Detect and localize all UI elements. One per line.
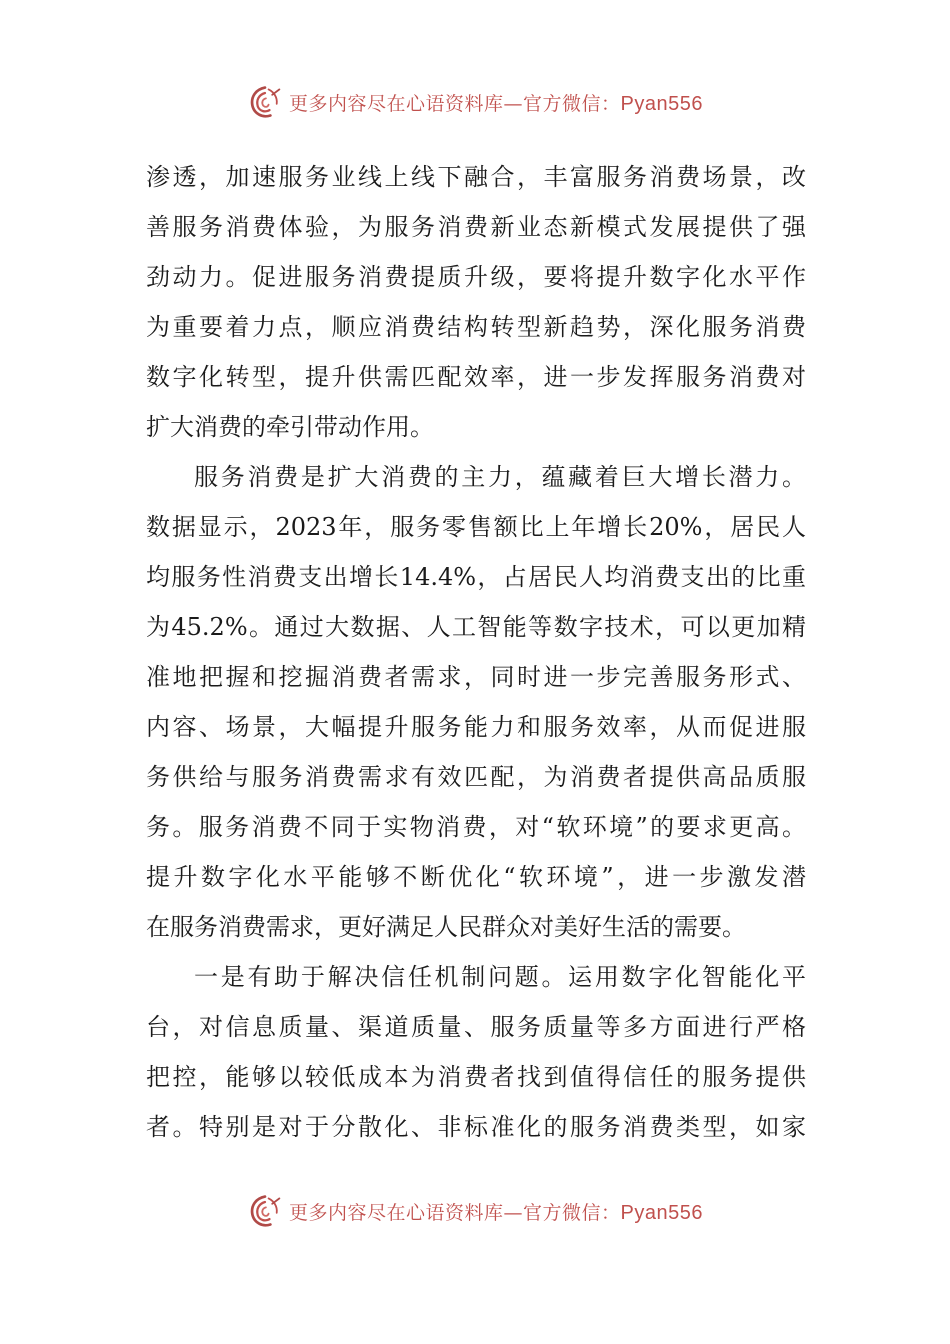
footer-watermark-banner — [0, 1193, 950, 1229]
text-line: 提升数字化水平能够不断优化“软环境”，进一步激发潜 — [146, 863, 806, 891]
paragraph — [146, 452, 806, 952]
text-line: 务。服务消费不同于实物消费，对“软环境”的要求更高。 — [146, 813, 806, 841]
text-line: 服务消费是扩大消费的主力，蕴藏着巨大增长潜力。 — [194, 463, 806, 491]
text-line: 者。特别是对于分散化、非标准化的服务消费类型，如家 — [146, 1113, 806, 1141]
document-body — [146, 152, 806, 1152]
text-line: 台，对信息质量、渠道质量、服务质量等多方面进行严格 — [146, 1013, 806, 1041]
header-banner-wechat-id: Pyan556 — [620, 92, 703, 115]
text-line: 在服务消费需求，更好满足人民群众对美好生活的需要。 — [146, 913, 746, 941]
footer-banner-text: 更多内容尽在心语资料库—官方微信： — [289, 1201, 621, 1224]
text-line: 数据显示，2023年，服务零售额比上年增长20%，居民人 — [146, 513, 806, 541]
text-line: 为重要着力点，顺应消费结构转型新趋势，深化服务消费 — [146, 313, 806, 341]
text-line: 务供给与服务消费需求有效匹配，为消费者提供高品质服 — [146, 763, 806, 791]
text-line: 一是有助于解决信任机制问题。运用数字化智能化平 — [194, 963, 806, 991]
flame-swirl-logo-icon — [247, 84, 283, 120]
footer-banner-wechat-id: Pyan556 — [620, 1201, 703, 1224]
header-watermark-banner — [0, 84, 950, 120]
text-line: 善服务消费体验，为服务消费新业态新模式发展提供了强 — [146, 213, 806, 241]
text-line: 内容、场景，大幅提升服务能力和服务效率，从而促进服 — [146, 713, 806, 741]
text-line: 渗透，加速服务业线上线下融合，丰富服务消费场景，改 — [146, 163, 806, 191]
flame-swirl-logo-icon — [247, 1193, 283, 1229]
header-banner-text: 更多内容尽在心语资料库—官方微信： — [289, 92, 621, 115]
text-line: 扩大消费的牵引带动作用。 — [146, 413, 434, 441]
paragraph — [146, 152, 806, 452]
text-line: 劲动力。促进服务消费提质升级，要将提升数字化水平作 — [146, 263, 806, 291]
text-line: 均服务性消费支出增长14.4%，占居民人均消费支出的比重 — [146, 563, 806, 591]
text-line: 数字化转型，提升供需匹配效率，进一步发挥服务消费对 — [146, 363, 806, 391]
text-line: 为45.2%。通过大数据、人工智能等数字技术，可以更加精 — [146, 613, 806, 641]
text-line: 把控，能够以较低成本为消费者找到值得信任的服务提供 — [146, 1063, 806, 1091]
text-line: 准地把握和挖掘消费者需求，同时进一步完善服务形式、 — [146, 663, 806, 691]
paragraph — [146, 952, 806, 1152]
